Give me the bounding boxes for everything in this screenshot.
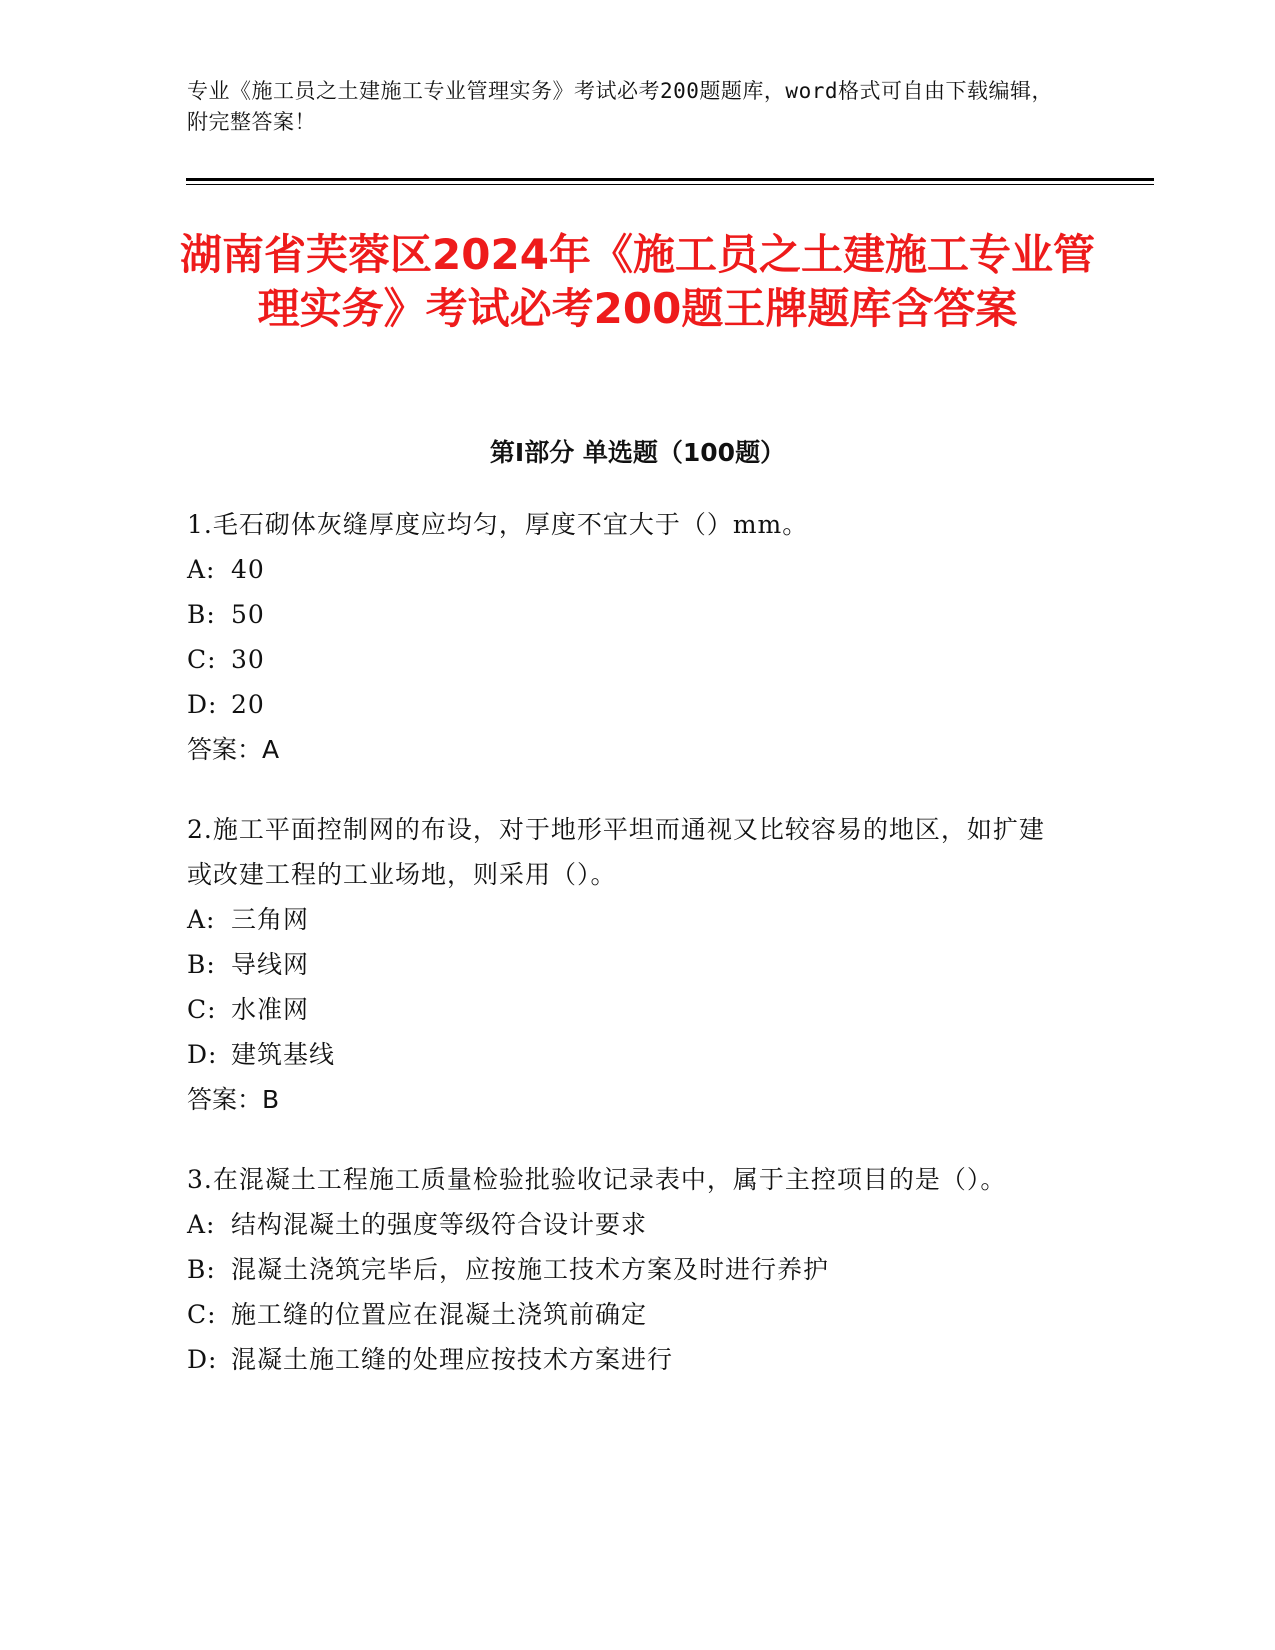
question-3 [187,1157,1067,1382]
document-title: 湖南省芙蓉区2024年《施工员之土建施工专业管理实务》考试必考200题王牌题库含答案 [180,230,1095,333]
option-text: 三角网 [231,905,310,934]
question-text: 3.在混凝土工程施工质量检验批验收记录表中，属于主控项目的是（）。 [187,1165,1007,1194]
option-c [187,637,1067,682]
option-b [187,942,1067,987]
option-text: 40 [231,555,265,584]
option-label: D: [187,690,218,719]
option-c [187,987,1067,1032]
option-text: 建筑基线 [231,1040,336,1069]
option-label: B: [187,1255,216,1284]
option-label: A: [187,1210,216,1239]
option-text: 导线网 [231,950,310,979]
option-text: 20 [231,690,265,719]
option-text: 结构混凝土的强度等级符合设计要求 [231,1210,648,1239]
option-text: 30 [231,645,265,674]
option-d [187,1337,1067,1382]
section-heading: 第I部分 单选题（100题） [489,438,786,467]
option-label: D: [187,1040,218,1069]
option-b [187,592,1067,637]
option-text: 50 [231,600,265,629]
option-label: C: [187,995,217,1024]
question-text: 2.施工平面控制网的布设，对于地形平坦而通视又比较容易的地区，如扩建或改建工程的工业场地，则采用（）。 [187,815,1045,889]
option-b [187,1247,1067,1292]
option-c [187,1292,1067,1337]
option-d [187,682,1067,727]
question-1 [187,502,1067,772]
header-divider-thick [186,178,1154,181]
option-text: 施工缝的位置应在混凝土浇筑前确定 [231,1300,648,1329]
question-text: 1.毛石砌体灰缝厚度应均匀，厚度不宜大于（）mm。 [187,510,809,539]
question-2 [187,807,1067,1122]
option-text: 混凝土浇筑完毕后，应按施工技术方案及时进行养护 [231,1255,830,1284]
option-label: D: [187,1345,218,1374]
option-label: A: [187,555,216,584]
option-label: A: [187,905,216,934]
option-text: 混凝土施工缝的处理应按技术方案进行 [231,1345,674,1374]
option-label: C: [187,1300,217,1329]
option-label: C: [187,645,217,674]
option-a [187,897,1067,942]
option-d [187,1032,1067,1077]
header-note: 专业《施工员之土建施工专业管理实务》考试必考200题题库，word格式可自由下载编辑，附完整答案！ [187,79,1053,134]
answer: 答案：A [187,735,280,764]
option-label: B: [187,600,216,629]
option-label: B: [187,950,216,979]
option-a [187,1202,1067,1247]
answer: 答案：B [187,1085,280,1114]
header-divider-thin [186,184,1154,185]
option-a [187,547,1067,592]
option-text: 水准网 [231,995,310,1024]
